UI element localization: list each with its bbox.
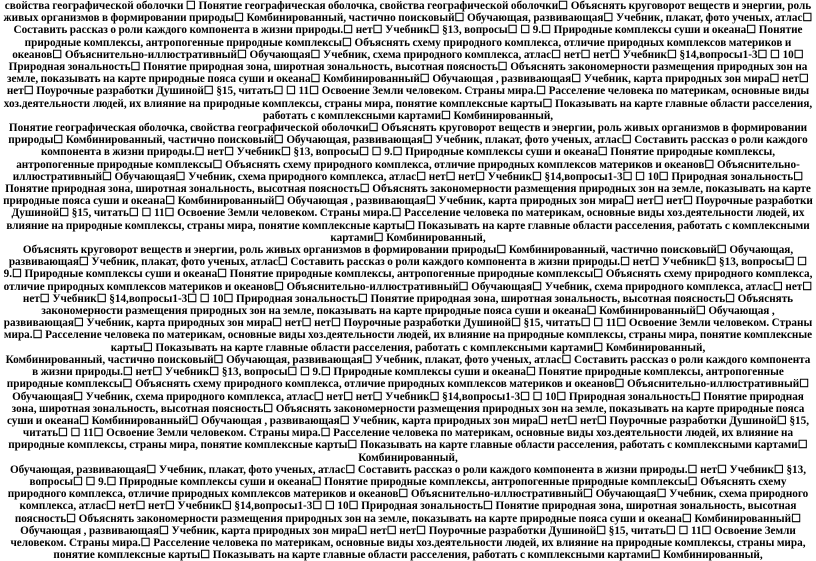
paragraph-2: Понятие географическая оболочка, свойства географической оболочки☐ Объяснять круговорот веществ и энергии, роль живых организмов в формировании природы☐ Комбинированный, частично поисковый☐ Обучающая, развивающая☐ Учебник, плакат, фото ученых, атлас☐ Составить рассказ о роли каждого компонента в жизни природы.☐ нет☐ Учебник☐ §13, вопросы☐ ☐ 9.☐ Природные комплексы суши и океана☐ Понятие природные комплексы, антропогенные природные комплексы☐ Объяснять схему природного комплекса, отличие природных комплексов материков и океанов☐ Объяснительно-иллюстративный☐ Обучающая☐ Учебник, схема природного комплекса, атлас☐ нет☐ нет☐ Учебник☐ §14,вопросы1-3☐ ☐ 10☐ Природная зональность☐ Понятие природная зона, широтная зональность, высотная поясность☐ Объяснять закономерности размещения природных зон на земле, показывать на карте природные пояса суши и океана☐ Комбинированный☐ Обучающая , развивающая☐ Учебник, карта природных зон мира☐ нет☐ нет☐ Поурочные разработки Душиной☐ §15, читать☐ ☐ 11☐ Освоение Земли человеком. Страны мира.☐ Расселение человека по материкам, основные виды хоз.деятельности людей, их влияние на природные комплексы, страны мира, понятие комплексные карты☐ Показывать на карте главные области расселения, работать с комплексными картами☐ Комбинированный, [3, 122, 813, 244]
paragraph-1: свойства географической оболочки ☐ Понятие географическая оболочка, свойства географической оболочки☐ Объяснять круговорот веществ и энергии, роль живых организмов в формировании природы☐ Комбинированный, частично поисковый☐ Обучающая, развивающая☐ Учебник, плакат, фото ученых, атлас☐ Составить рассказ о роли каждого компонента в жизни природы.☐ нет☐ Учебник☐ §13, вопросы☐ ☐ 9.☐ Природные комплексы суши и океана☐ Понятие природные комплексы, антропогенные природные комплексы☐ Объяснять схему природного комплекса, отличие природных комплексов материков и океанов☐ Объяснительно-иллюстративный☐ Обучающая☐ Учебник, схема природного комплекса, атлас☐ нет☐ нет☐ Учебник☐ §14,вопросы1-3☐ ☐ 10☐ Природная зональность☐ Понятие природная зона, широтная зональность, высотная поясность☐ Объяснять закономерности размещения природных зон на земле, показывать на карте природные пояса суши и океана☐ Комбинированный☐ Обучающая , развивающая☐ Учебник, карта природных зон мира☐ нет☐ нет☐ Поурочные разработки Душиной☐ §15, читать☐ ☐ 11☐ Освоение Земли человеком. Страны мира.☐ Расселение человека по материкам, основные виды хоз.деятельности людей, их влияние на природные комплексы, страны мира, понятие комплексные карты☐ Показывать на карте главные области расселения, работать с комплексными картами☐ Комбинированный, [3, 0, 813, 122]
paragraph-3: Объяснять круговорот веществ и энергии, роль живых организмов в формировании природы☐ Комбинированный, частично поисковый☐ Обучающая, развивающая☐ Учебник, плакат, фото ученых, атлас☐ Составить рассказ о роли каждого компонента в жизни природы.☐ нет☐ Учебник☐ §13, вопросы☐ ☐ 9.☐ Природные комплексы суши и океана☐ Понятие природные комплексы, антропогенные природные комплексы☐ Объяснять схему природного комплекса, отличие природных комплексов материков и океанов☐ Объяснительно-иллюстративный☐ Обучающая☐ Учебник, схема природного комплекса, атлас☐ нет☐ нет☐ Учебник☐ §14,вопросы1-3☐ ☐ 10☐ Природная зональность☐ Понятие природная зона, широтная зональность, высотная поясность☐ Объяснять закономерности размещения природных зон на земле, показывать на карте природные пояса суши и океана☐ Комбинированный☐ Обучающая , развивающая☐ Учебник, карта природных зон мира☐ нет☐ нет☐ Поурочные разработки Душиной☐ §15, читать☐ ☐ 11☐ Освоение Земли человеком. Страны мира.☐ Расселение человека по материкам, основные виды хоз.деятельности людей, их влияние на природные комплексы, страны мира, понятие комплексные карты☐ Показывать на карте главные области расселения, работать с комплексными картами☐ Комбинированный, [3, 244, 813, 354]
paragraph-4: Комбинированный, частично поисковый☐ Обучающая, развивающая☐ Учебник, плакат, фото ученых, атлас☐ Составить рассказ о роли каждого компонента в жизни природы.☐ нет☐ Учебник☐ §13, вопросы☐ ☐ 9.☐ Природные комплексы суши и океана☐ Понятие природные комплексы, антропогенные природные комплексы☐ Объяснять схему природного комплекса, отличие природных комплексов материков и океанов☐ Объяснительно-иллюстративный☐ Обучающая☐ Учебник, схема природного комплекса, атлас☐ нет☐ нет☐ Учебник☐ §14,вопросы1-3☐ ☐ 10☐ Природная зональность☐ Понятие природная зона, широтная зональность, высотная поясность☐ Объяснять закономерности размещения природных зон на земле, показывать на карте природные пояса суши и океана☐ Комбинированный☐ Обучающая , развивающая☐ Учебник, карта природных зон мира☐ нет☐ нет☐ Поурочные разработки Душиной☐ §15, читать☐ ☐ 11☐ Освоение Земли человеком. Страны мира.☐ Расселение человека по материкам, основные виды хоз.деятельности людей, их влияние на природные комплексы, страны мира, понятие комплексные карты☐ Показывать на карте главные области расселения, работать с комплексными картами☐ Комбинированный, [5, 353, 811, 464]
paragraph-5: Обучающая, развивающая☐ Учебник, плакат, фото ученых, атлас☐ Составить рассказ о роли каждого компонента в жизни природы.☐ нет☐ Учебник☐ §13, вопросы☐ ☐ 9.☐ Природные комплексы суши и океана☐ Понятие природные комплексы, антропогенные природные комплексы☐ Объяснять схему природного комплекса, отличие природных комплексов материков и океанов☐ Объяснительно-иллюстративный☐ Обучающая☐ Учебник, схема природного комплекса, атлас☐ нет☐ нет☐ Учебник☐ §14,вопросы1-3☐ ☐ 10☐ Природная зональность☐ Понятие природная зона, широтная зональность, высотная поясность☐ Объяснять закономерности размещения природных зон на земле, показывать на карте природные пояса суши и океана☐ Комбинированный☐ Обучающая , развивающая☐ Учебник, карта природных зон мира☐ нет☐ нет☐ Поурочные разработки Душиной☐ §15, читать☐ ☐ 11☐ Освоение Земли человеком. Страны мира.☐ Расселение человека по материкам, основные виды хоз.деятельности людей, их влияние на природные комплексы, страны мира, понятие комплексные карты☐ Показывать на карте главные области расселения, работать с комплексными картами☐ Комбинированный, [7, 463, 809, 561]
